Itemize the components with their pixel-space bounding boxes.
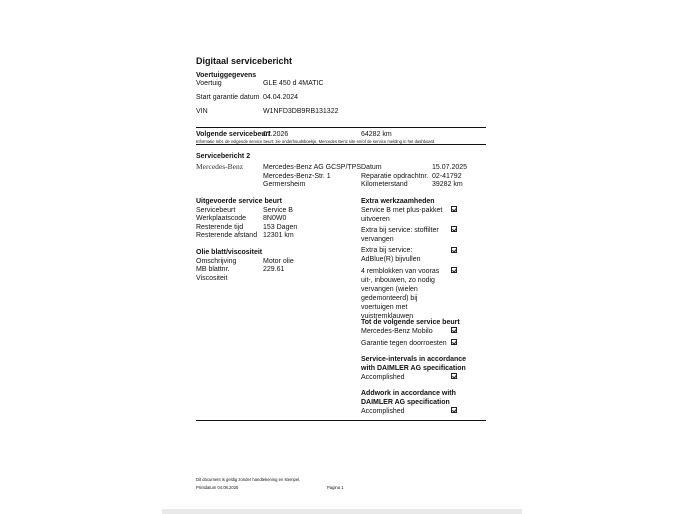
extra-item: Extra bij service: AdBlue(R) bijvullen <box>361 247 421 263</box>
validity-note: Dit document is geldig zonder handtekening en stempel. <box>196 477 301 482</box>
workshop-code-label: Werkplaatscode <box>196 215 247 222</box>
vehicle-heading: Voertuiggegevens <box>196 72 257 79</box>
divider <box>196 127 486 128</box>
extra-item: Extra bij service: stoffilter vervangen <box>361 226 439 243</box>
vehicle-label: Voertuig <box>196 80 222 87</box>
viscosity-label: Viscositeit <box>196 274 228 282</box>
addwork-heading: Addwork in accordance with DAIMLER AG specification <box>361 390 456 406</box>
oil-part-label: MB blattnr. <box>196 266 230 273</box>
dealer-line: Mercedes-Benz AG GCSP/TPS <box>263 164 362 171</box>
checkbox-checked-icon <box>451 373 457 379</box>
extra-item: Service B met plus-pakket uitvoeren <box>361 206 443 223</box>
warranty-start-label: Start garantie datum <box>196 94 260 101</box>
addwork-item: Accomplished <box>361 407 405 415</box>
checkbox-checked-icon <box>451 267 457 273</box>
performed-heading: Uitgevoerde service beurt <box>196 198 282 205</box>
mileage-value: 39282 km <box>432 181 463 188</box>
repair-order-value: 02-41792 <box>432 172 462 180</box>
page-number: Pagina 1 <box>327 485 344 490</box>
warranty-start-value: 04.04.2024 <box>263 94 299 101</box>
oil-part-value: 229.61 <box>263 266 285 273</box>
next-service-note: Informatie mbt. de volgende service beurt: zie onderhoudsboekje, Mercedes Benz site en/of de service melding in het dashboard <box>196 138 435 144</box>
checkbox-checked-icon <box>451 407 457 413</box>
dealer-line: Mercedes-Benz-Str. 1 <box>263 172 331 180</box>
workshop-code-value: 8N0W0 <box>263 215 287 222</box>
next-service-date: 07.2026 <box>263 131 289 138</box>
date-value: 15.07.2025 <box>432 164 468 171</box>
next-service-km: 64282 km <box>361 131 392 138</box>
service-type-label: Servicebeurt <box>196 206 236 214</box>
scrollbar[interactable] <box>162 509 522 514</box>
mileage-label: Kilometerstand <box>361 181 408 188</box>
service-intervals-heading: Service-intervals in accordance with DAIMLER AG specification <box>361 356 467 372</box>
vin-label: VIN <box>196 108 208 115</box>
checkbox-checked-icon <box>451 226 457 232</box>
vin-value: W1NFD3DB9RB131322 <box>263 108 339 115</box>
divider <box>196 144 486 145</box>
checkbox-checked-icon <box>451 339 457 345</box>
remaining-distance-label: Resterende afstand <box>196 232 258 239</box>
mercedes-benz-logo: Mercedes-Benz <box>196 162 244 171</box>
checkbox-checked-icon <box>451 247 457 253</box>
next-service-label: Volgende servicebeurt <box>196 131 271 138</box>
vehicle-value: GLE 450 d 4MATIC <box>263 80 324 87</box>
checkbox-checked-icon <box>451 327 457 333</box>
dealer-line: Germersheim <box>263 181 306 188</box>
oil-description-value: Motor olie <box>263 257 294 265</box>
date-label: Datum <box>361 164 382 171</box>
until-next-item: Mercedes-Benz Mobilo <box>361 327 433 335</box>
until-next-heading: Tot de volgende service beurt <box>361 319 460 326</box>
repair-order-label: Reparatie opdrachtnr. <box>361 172 429 180</box>
remaining-time-value: 153 Dagen <box>263 223 298 231</box>
service-type-value: Service B <box>263 206 293 214</box>
checkbox-checked-icon <box>451 206 457 212</box>
oil-heading: Olie blatt/viscositeit <box>196 249 263 256</box>
remaining-time-label: Resterende tijd <box>196 223 244 231</box>
extra-heading: Extra werkzaamheden <box>361 198 435 205</box>
page-title: Digitaal servicebericht <box>196 56 293 66</box>
service-intervals-item: Accomplished <box>361 373 405 381</box>
divider <box>196 420 486 421</box>
extra-item: 4 remblokken van vooras uit-, inbouwen, zo nodig vervangen (wielen gedemonteerd) bij voertuigen met vuistremklauwen <box>361 267 440 320</box>
until-next-item: Garantie tegen doorroesten <box>361 339 447 347</box>
oil-description-label: Omschrijving <box>196 257 237 265</box>
remaining-distance-value: 12301 km <box>263 232 294 239</box>
report-heading: Servicebericht 2 <box>196 153 251 160</box>
print-date: Printdatum 04.08.2025 <box>196 485 239 490</box>
